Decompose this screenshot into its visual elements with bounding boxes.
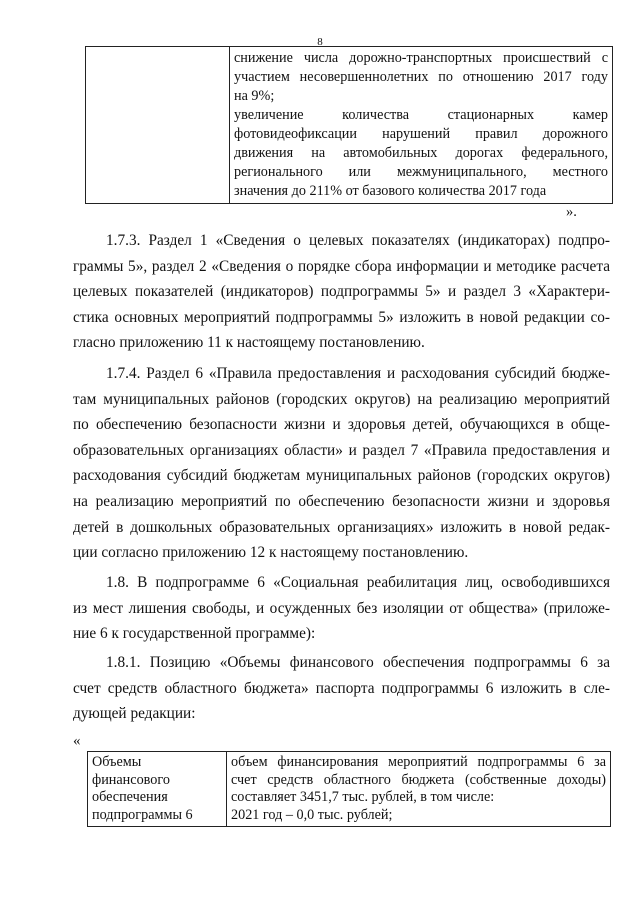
- text-line: на реализацию мероприятий по обеспечению безопасности жизни и здоровья: [73, 492, 610, 510]
- cell-line: составляет 3451,7 тыс. рублей, в том числе:: [231, 789, 495, 805]
- text-line: 1.7.4. Раздел 6 «Правила предоставления и расходования субсидий бюдже-: [106, 365, 610, 382]
- cell-line: значения до 211% от базового количества 2017 года: [234, 183, 547, 199]
- financing-table: [87, 751, 611, 827]
- table-left-cell: [88, 752, 227, 827]
- table-left-cell: [86, 47, 230, 204]
- table-right-cell: [227, 752, 611, 827]
- text-line: 1.8. В подпрограмме 6 «Социальная реабилитация лиц, освободившихся: [106, 574, 610, 591]
- cell-line: обеспечения: [92, 789, 168, 805]
- paragraph-1-8: [73, 570, 610, 647]
- continued-table: [85, 46, 613, 204]
- cell-line: Объемы: [92, 754, 142, 770]
- text-line: ции согласно приложению 12 к настоящему постановлению.: [73, 544, 469, 562]
- paragraph-1-8-1: [73, 650, 610, 727]
- text-line: 1.7.3. Раздел 1 «Сведения о целевых показателях (индикаторах) подпро-: [106, 232, 610, 249]
- cell-line: фотовидеофиксации нарушений правил дорожного: [234, 126, 608, 142]
- text-line: дующей редакции:: [73, 705, 196, 723]
- page-number: 8: [317, 36, 323, 48]
- cell-line: объем финансирования мероприятий подпрограммы 6 за: [231, 754, 606, 770]
- text-line: 1.8.1. Позицию «Объемы финансового обеспечения подпрограммы 6 за: [106, 654, 610, 671]
- text-line: расходования субсидий бюджетам муниципальных районов (городских округов): [73, 467, 610, 485]
- cell-line: снижение числа дорожно-транспортных происшествий с: [234, 50, 608, 66]
- paragraph-1-7-3: [73, 228, 610, 356]
- text-line: целевых показателей (индикаторов) подпрограммы 5» и раздел 3 «Характери-: [73, 283, 610, 301]
- cell-line: финансового: [92, 771, 170, 788]
- cell-line: на 9%;: [234, 88, 275, 104]
- text-line: граммы 5», раздел 2 «Сведения о порядке сбора информации и методике расчета: [73, 257, 610, 275]
- cell-line: участием несовершеннолетних по отношению 2017 году: [234, 69, 608, 85]
- cell-line: движения на автомобильных дорогах федерального,: [234, 145, 608, 161]
- text-line: образовательных организациях области» и раздел 7 «Правила предоставления и: [73, 441, 610, 459]
- cell-line: 2021 год – 0,0 тыс. рублей;: [231, 806, 393, 823]
- text-line: счет средств областного бюджета» паспорта подпрограммы 6 изложить в сле-: [73, 679, 610, 697]
- text-line: гласно приложению 11 к настоящему постановлению.: [73, 334, 425, 352]
- opening-quote: «: [73, 733, 81, 749]
- text-line: стика основных мероприятий подпрограммы 5» изложить в новой редакции со-: [73, 308, 610, 326]
- table-row: [86, 47, 613, 204]
- closing-quote: ».: [566, 204, 577, 220]
- cell-line: подпрограммы 6: [92, 806, 193, 823]
- cell-line: регионального или межмуниципального, местного: [234, 164, 608, 180]
- table-row: [88, 752, 611, 827]
- table-right-cell: [230, 47, 613, 204]
- text-line: по обеспечению безопасности жизни и здоровья детей, обучающихся в обще-: [73, 416, 610, 434]
- text-line: там муниципальных районов (городских округов) на реализацию мероприятий: [73, 390, 610, 408]
- cell-line: увеличение количества стационарных камер: [234, 107, 608, 123]
- cell-line: счет средств областного бюджета (собственные доходы): [231, 771, 606, 788]
- text-line: из мест лишения свободы, и осужденных без изоляции от общества» (приложе-: [73, 599, 610, 617]
- paragraph-1-7-4: [73, 361, 610, 566]
- text-line: детей в дошкольных образовательных организациях» изложить в новой редак-: [73, 518, 610, 536]
- text-line: ние 6 к государственной программе):: [73, 625, 316, 643]
